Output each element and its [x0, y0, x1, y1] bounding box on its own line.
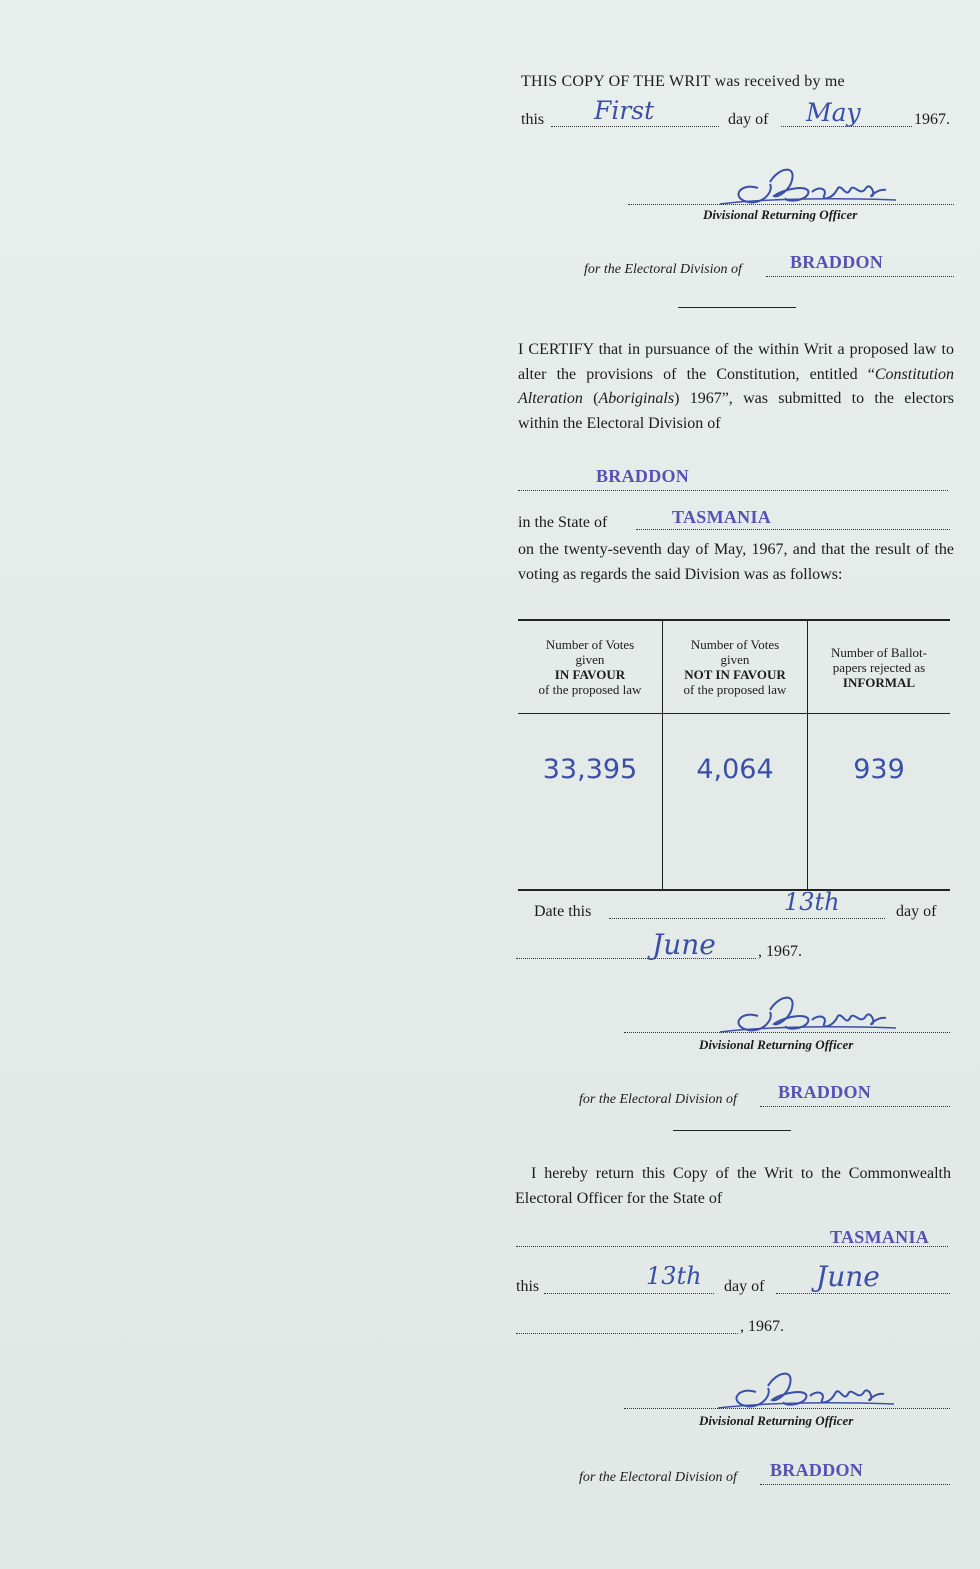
- state-label: in the State of: [518, 514, 608, 531]
- division-2-label: for the Electoral Division of: [579, 1092, 737, 1107]
- return-state-stamp: TASMANIA: [830, 1227, 930, 1247]
- signature-3-officer-label: Divisional Returning Officer: [699, 1413, 854, 1428]
- dated-month-handwritten: June: [652, 928, 716, 961]
- certificate-division-stamp: BRADDON: [596, 466, 690, 486]
- return-year: , 1967.: [740, 1318, 784, 1335]
- division-3-line: [760, 1484, 950, 1485]
- header-not-in-favour: [663, 620, 808, 714]
- certificate-division-line: [518, 490, 948, 491]
- receipt-this-label: this: [521, 111, 545, 128]
- dated-label: Date this: [534, 903, 592, 920]
- section-divider-2: [673, 1130, 791, 1131]
- votes-row: [518, 714, 950, 891]
- return-this-label: this: [516, 1278, 540, 1295]
- section-divider-1: [678, 307, 796, 308]
- division-2-stamp: BRADDON: [778, 1082, 872, 1102]
- header-not-in-favour-line1: Number of Votes: [690, 637, 780, 652]
- header-in-favour-line4: of the proposed law: [538, 682, 642, 697]
- signature-1-line: [628, 204, 954, 205]
- return-day-of-label: day of: [724, 1278, 765, 1295]
- division-3-label: for the Electoral Division of: [579, 1470, 737, 1485]
- receipt-day-of-label: day of: [728, 111, 769, 128]
- header-not-in-favour-line4: of the proposed law: [683, 682, 787, 697]
- header-in-favour-line1: Number of Votes: [545, 637, 635, 652]
- receipt-year: 1967.: [914, 111, 950, 128]
- receipt-day-line: [551, 126, 719, 127]
- return-state-line: [516, 1246, 948, 1247]
- header-in-favour: [518, 620, 663, 714]
- signature-2: [700, 986, 900, 1038]
- certificate-text-part2: 1967”, was submitted to the electors within the Electoral Division of: [518, 390, 954, 432]
- signature-3-line: [624, 1408, 950, 1409]
- signature-1: [700, 158, 900, 210]
- state-stamp: TASMANIA: [672, 507, 772, 527]
- dated-day-line: [609, 918, 885, 919]
- certificate-text-result: on the twenty-seventh day of May, 1967, and that the result of the voting as regards the said Division was as follows:: [518, 541, 954, 583]
- certificate-text: I CERTIFY that in pursuance of the within Writ a proposed law to alter the provisions of the Constitution, entitled “Constitution Alteration (Aboriginals) 1967”, was submitted to the electors within the Electoral Division of: [518, 341, 954, 432]
- return-day-handwritten: 13th: [646, 1262, 702, 1290]
- dated-month-line: [516, 958, 756, 959]
- header-not-in-favour-line3: NOT IN FAVOUR: [684, 667, 786, 682]
- votes-in-favour-value: 33,395: [542, 754, 638, 785]
- division-1-label: for the Electoral Division of: [584, 262, 742, 277]
- votes-informal-value: 939: [808, 714, 951, 891]
- header-informal-line1: Number of Ballot-: [830, 644, 928, 660]
- certificate-text-part1: I CERTIFY that in pursuance of the within Writ a proposed law to alter the provisions of the Constitution, entitled “: [518, 341, 954, 383]
- division-1-line: [766, 276, 954, 277]
- signature-1-officer-label: Divisional Returning Officer: [703, 207, 858, 222]
- return-text: I hereby return this Copy of the Writ to the Commonwealth Electoral Officer for the State of: [515, 1165, 951, 1207]
- dated-day-of-label: day of: [896, 903, 937, 920]
- division-1-stamp: BRADDON: [790, 252, 884, 272]
- receipt-month-handwritten: May: [806, 98, 861, 127]
- dated-year: , 1967.: [758, 943, 802, 960]
- division-2-line: [760, 1106, 950, 1107]
- header-informal-line3: INFORMAL: [842, 674, 916, 690]
- signature-2-line: [624, 1032, 950, 1033]
- return-year-line: [516, 1333, 738, 1334]
- receipt-day-handwritten: First: [594, 96, 655, 125]
- signature-2-officer-label: Divisional Returning Officer: [699, 1037, 854, 1052]
- state-line: [636, 529, 950, 530]
- certificate-law-title: Constitution Alteration: [518, 365, 954, 407]
- dated-day-handwritten: 13th: [784, 888, 840, 916]
- votes-table: [518, 619, 950, 891]
- header-informal: [808, 620, 951, 714]
- receipt-line: THIS COPY OF THE WRIT was received by me: [521, 73, 845, 90]
- return-day-line: [544, 1293, 714, 1294]
- header-in-favour-line2: given: [575, 652, 605, 667]
- signature-3: [698, 1362, 898, 1414]
- return-month-line: [776, 1293, 950, 1294]
- votes-not-in-favour-value: 4,064: [663, 714, 808, 891]
- header-in-favour-line3: IN FAVOUR: [554, 667, 626, 682]
- header-not-in-favour-line2: given: [720, 652, 750, 667]
- return-month-handwritten: June: [816, 1260, 880, 1293]
- header-informal-line2: papers rejected as: [832, 659, 926, 675]
- certificate-law-subtitle: Aboriginals: [598, 390, 675, 407]
- division-3-stamp: BRADDON: [770, 1460, 864, 1480]
